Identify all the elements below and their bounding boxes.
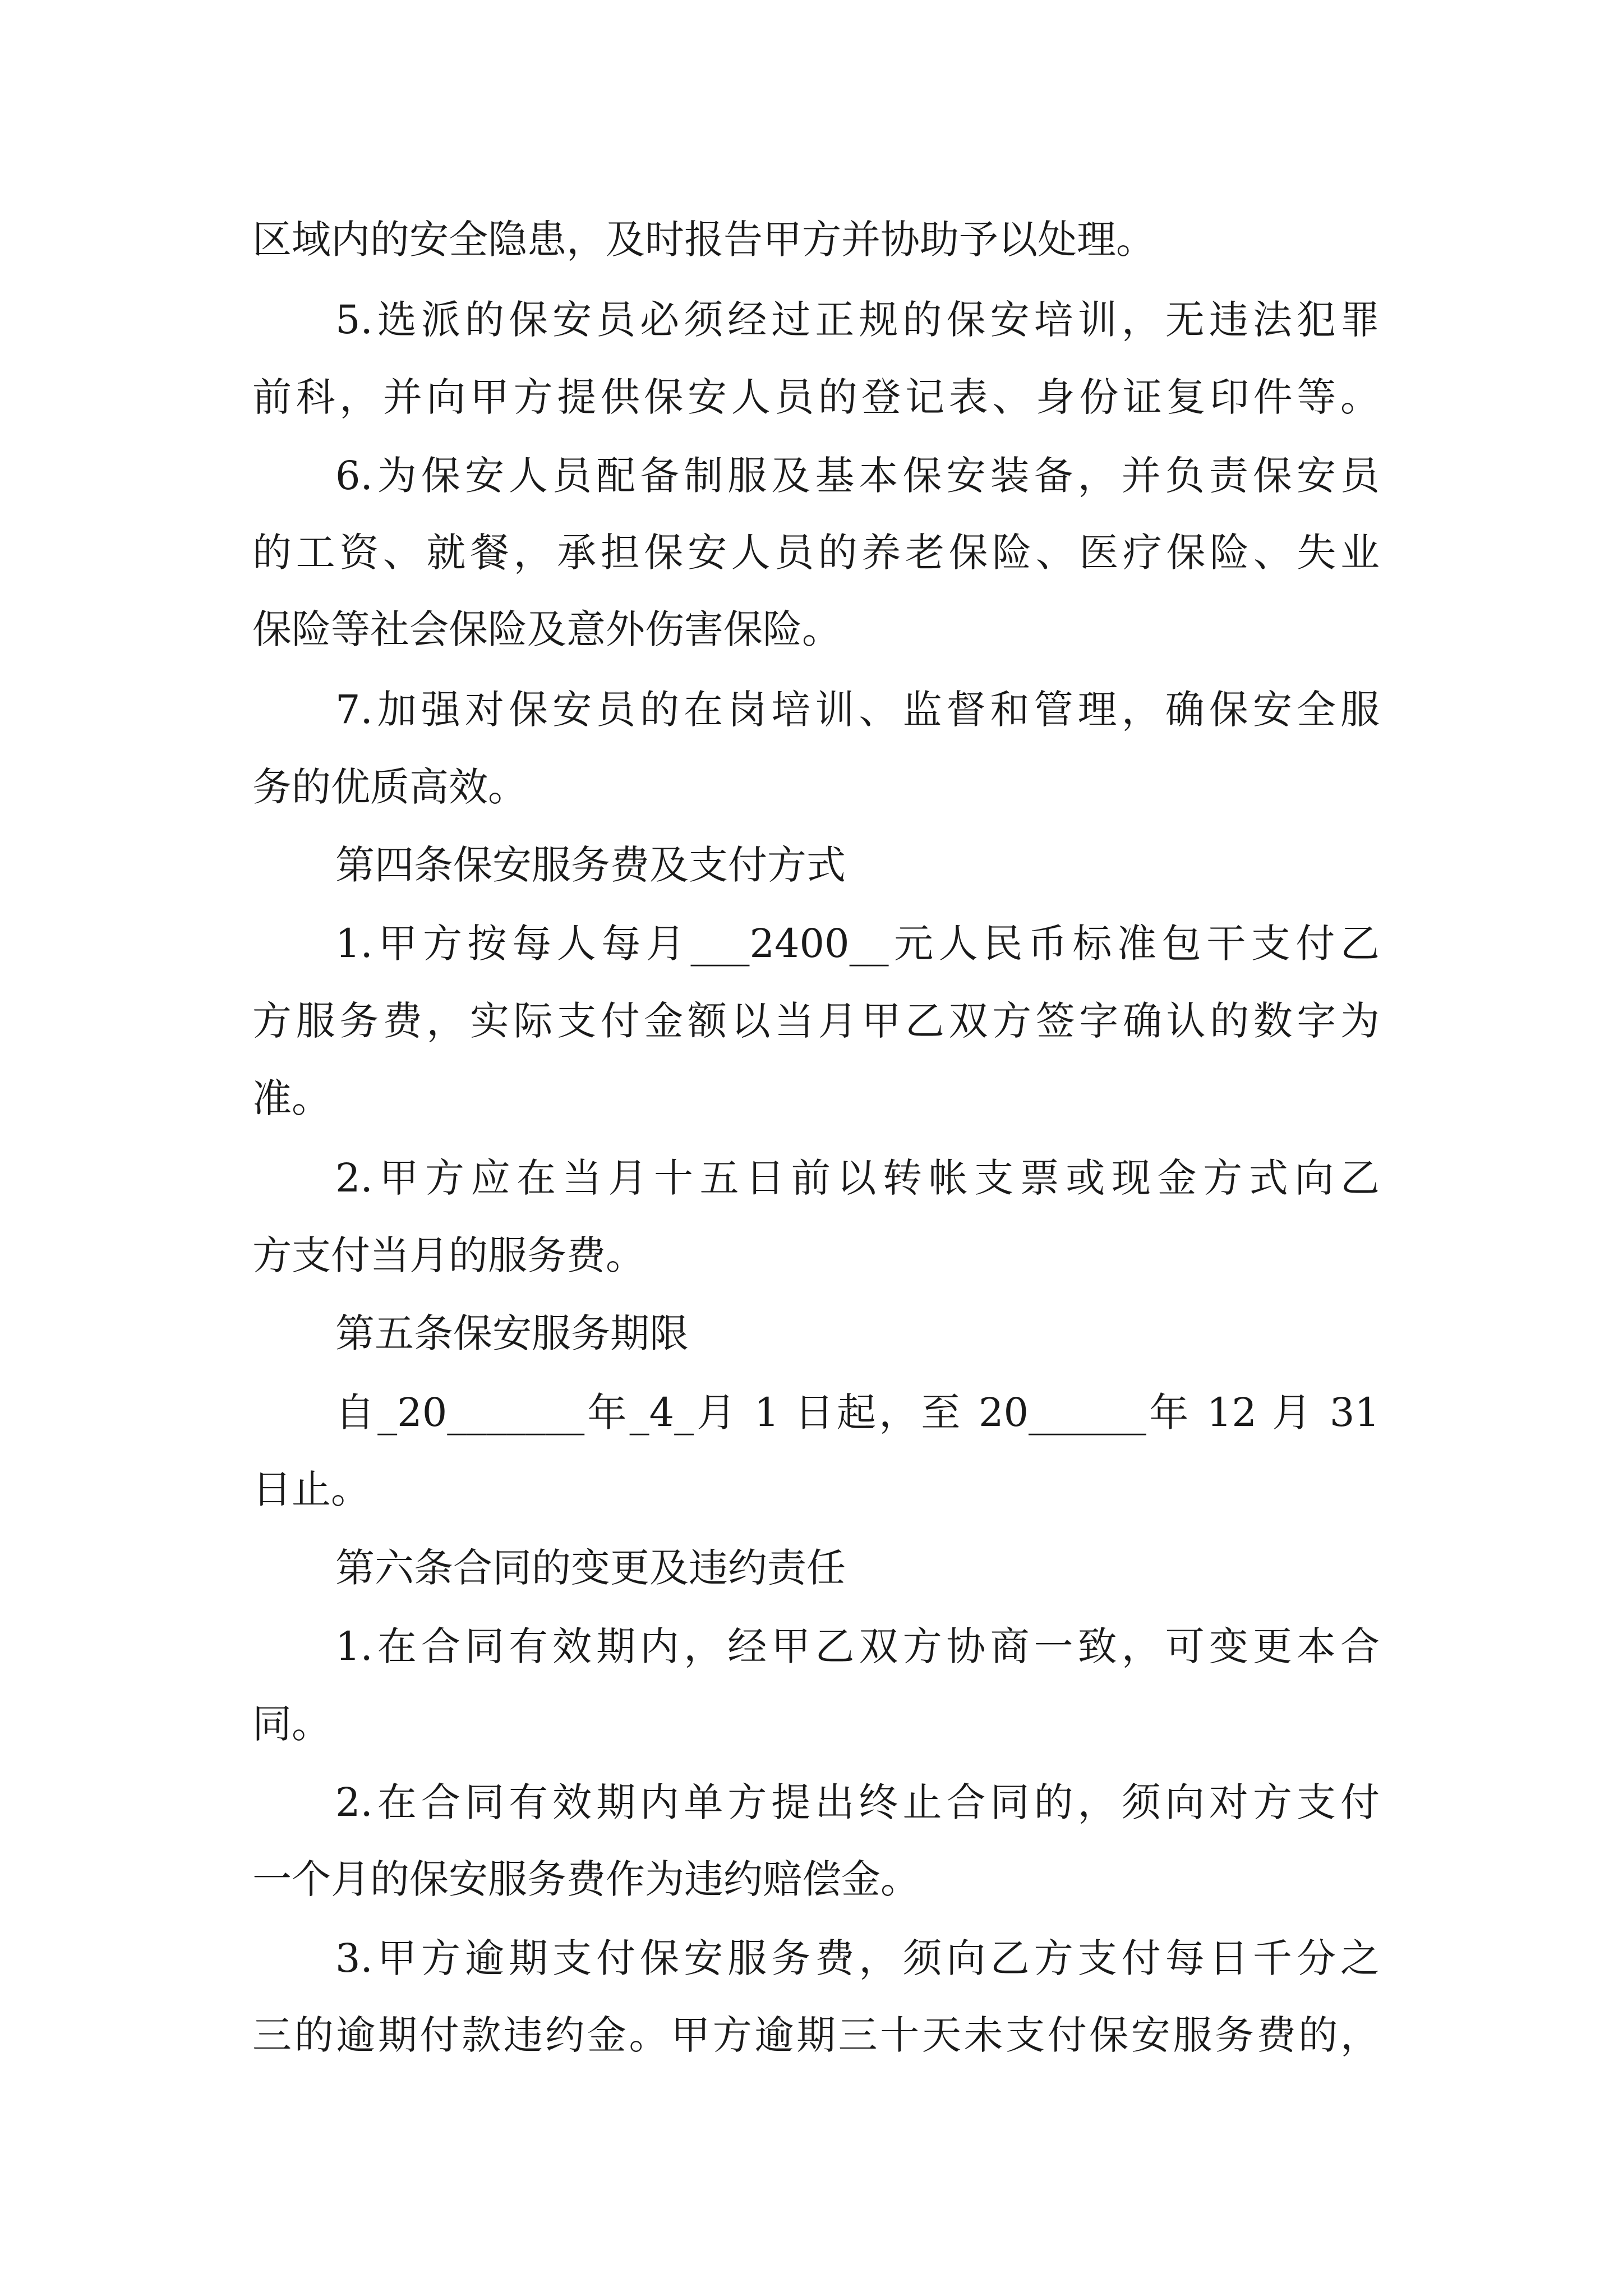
text-line: 一个月的保安服务费作为违约赔偿金。 [252,1856,920,1902]
text-line: 前科，并向甲方提供保安人员的登记表、身份证复印件等。 [252,374,1380,420]
text-line: 方支付当月的服务费。 [252,1232,645,1278]
text-line: 务的优质高效。 [252,764,527,810]
text-line: 同。 [252,1701,331,1747]
text-line: 的工资、就餐，承担保安人员的养老保险、医疗保险、失业 [252,530,1380,576]
text-line: 1.在合同有效期内，经甲乙双方协商一致，可变更本合 [335,1623,1380,1669]
text-line: 准。 [252,1075,331,1121]
section-heading: 第五条保安服务期限 [335,1310,689,1356]
section-heading: 第四条保安服务费及支付方式 [335,842,846,888]
section-heading: 第六条合同的变更及违约责任 [335,1545,846,1591]
text-line: 5.选派的保安员必须经过正规的保安培训，无违法犯罪 [335,297,1380,343]
text-line: 三的逾期付款违约金。甲方逾期三十天未支付保安服务费的， [252,2012,1380,2058]
text-line: 保险等社会保险及意外伤害保险。 [252,606,841,652]
text-line: 2.甲方应在当月十五日前以转帐支票或现金方式向乙 [335,1155,1380,1201]
text-line: 7.加强对保安员的在岗培训、监督和管理，确保安全服 [335,687,1380,733]
text-line: 2.在合同有效期内单方提出终止合同的，须向对方支付 [335,1779,1380,1825]
text-line: 1.甲方按每人每月___2400__元人民币标准包干支付乙 [335,921,1380,967]
text-line: 方服务费，实际支付金额以当月甲乙双方签字确认的数字为 [252,998,1380,1044]
text-line: 自_20_______年_4_月 1 日起，至 20______年 12 月 31 [335,1389,1380,1435]
text-line: 日止。 [252,1466,370,1512]
text-line: 3.甲方逾期支付保安服务费，须向乙方支付每日千分之 [335,1935,1380,1981]
text-line: 区域内的安全隐患，及时报告甲方并协助予以处理。 [252,217,1155,263]
text-line: 6.为保安人员配备制服及基本保安装备，并负责保安员 [335,453,1380,499]
